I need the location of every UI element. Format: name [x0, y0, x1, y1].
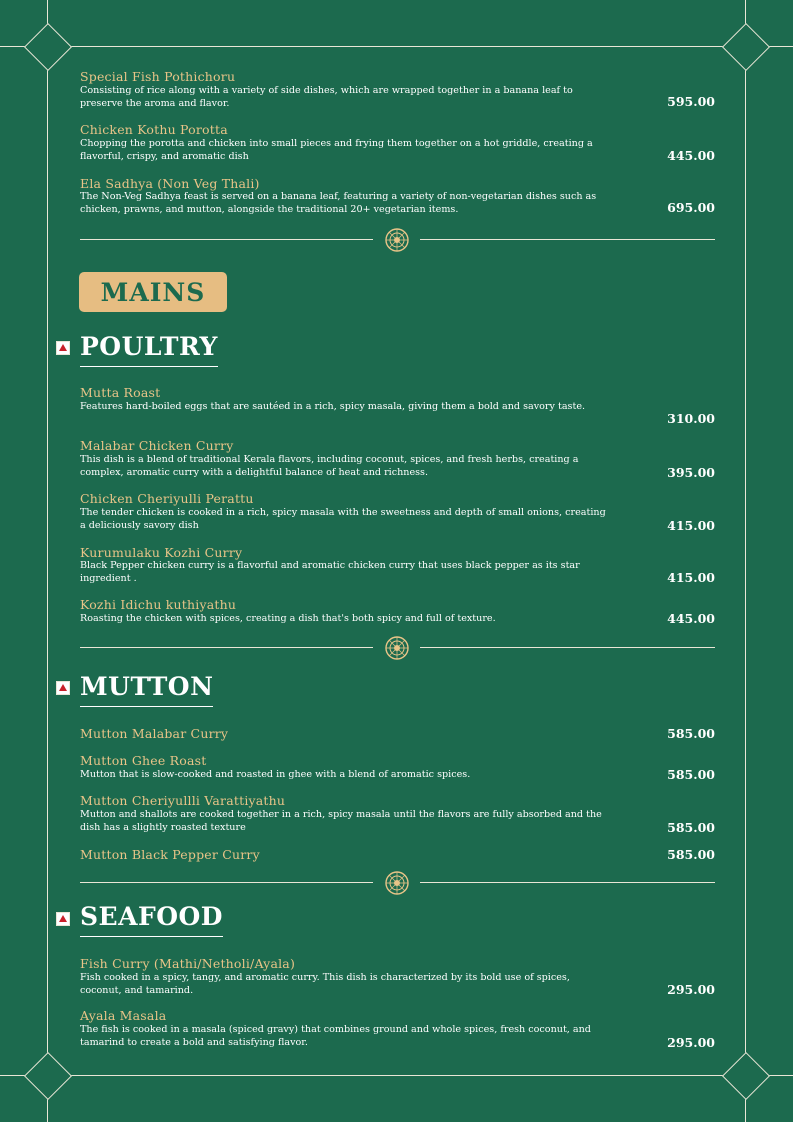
- item-price: 395.00: [667, 465, 715, 480]
- corner-ornament-bottom-left: [24, 1052, 72, 1100]
- non-veg-icon: [56, 681, 70, 695]
- item-desc: The fish is cooked in a masala (spiced gravy) that combines ground and whole spices, fresh coconut, and tamarind to create a bold and satisfying flavor.: [80, 1024, 591, 1048]
- mains-label: MAINS: [100, 277, 206, 307]
- item-name: Ayala Masala: [80, 1008, 167, 1023]
- frame-line-left: [47, 0, 48, 1122]
- frame-line-bottom: [0, 1075, 793, 1076]
- item-name: Mutton Ghee Roast: [80, 753, 207, 768]
- frame-line-right: [745, 0, 746, 1122]
- item-name: Mutta Roast: [80, 385, 161, 400]
- item-name: Ela Sadhya (Non Veg Thali): [80, 176, 260, 191]
- item-price: 295.00: [667, 1035, 715, 1050]
- section-title-mutton: MUTTON: [80, 672, 213, 707]
- item-price: 585.00: [667, 726, 715, 741]
- corner-ornament-top-left: [24, 23, 72, 71]
- section-title-seafood: SEAFOOD: [80, 902, 223, 937]
- item-desc: Chopping the porotta and chicken into small pieces and frying them together on a hot griddle, creating a flavorful, crispy, and aromatic dish: [80, 138, 593, 162]
- section-divider: [80, 227, 715, 253]
- item-desc: The tender chicken is cooked in a rich, spicy masala with the sweetness and depth of small onions, creating a deliciously savory dish: [80, 507, 606, 531]
- item-name: Kurumulaku Kozhi Curry: [80, 545, 243, 560]
- item-price: 295.00: [667, 982, 715, 997]
- item-desc: This dish is a blend of traditional Kerala flavors, including coconut, spices, and fresh herbs, creating a complex, aromatic curry with a delightful balance of heat and richness.: [80, 454, 579, 478]
- item-name: Special Fish Pothichoru: [80, 69, 236, 84]
- item-name: Mutton Malabar Curry: [80, 726, 229, 741]
- mandala-icon: [383, 870, 411, 896]
- mandala-icon: [383, 635, 411, 661]
- item-name: Mutton Cheriyullli Varattiyathu: [80, 793, 286, 808]
- mandala-icon: [383, 227, 411, 253]
- item-desc: Mutton and shallots are cooked together in a rich, spicy masala until the flavors are fully absorbed and the dish has a slightly roasted texture: [80, 809, 602, 833]
- item-price: 445.00: [667, 611, 715, 626]
- item-name: Fish Curry (Mathi/Netholi/Ayala): [80, 956, 296, 971]
- item-price: 310.00: [667, 411, 715, 426]
- corner-ornament-bottom-right: [722, 1052, 770, 1100]
- mains-tag: [79, 272, 227, 312]
- item-name: Malabar Chicken Curry: [80, 438, 234, 453]
- item-price: 585.00: [667, 820, 715, 835]
- item-price: 595.00: [667, 94, 715, 109]
- item-price: 585.00: [667, 847, 715, 862]
- item-name: Mutton Black Pepper Curry: [80, 847, 260, 862]
- section-divider: [80, 635, 715, 661]
- item-desc: Features hard-boiled eggs that are sautéed in a rich, spicy masala, giving them a bold and savory taste.: [80, 401, 586, 412]
- non-veg-icon: [56, 912, 70, 926]
- item-desc: Black Pepper chicken curry is a flavorful and aromatic chicken curry that uses black pepper as its star ingredient .: [80, 560, 580, 584]
- item-desc: Fish cooked in a spicy, tangy, and aromatic curry. This dish is characterized by its bold use of spices, coconut, and tamarind.: [80, 972, 570, 996]
- item-price: 415.00: [667, 570, 715, 585]
- item-desc: Roasting the chicken with spices, creating a dish that's both spicy and full of texture.: [80, 613, 496, 624]
- section-divider: [80, 870, 715, 896]
- item-desc: Consisting of rice along with a variety of side dishes, which are wrapped together in a banana leaf to preserve the aroma and flavor.: [80, 85, 573, 109]
- section-title-poultry: POULTRY: [80, 332, 218, 367]
- item-price: 415.00: [667, 518, 715, 533]
- item-name: Chicken Kothu Porotta: [80, 122, 228, 137]
- corner-ornament-top-right: [722, 23, 770, 71]
- item-name: Chicken Cheriyulli Perattu: [80, 491, 254, 506]
- item-desc: Mutton that is slow-cooked and roasted in ghee with a blend of aromatic spices.: [80, 769, 471, 780]
- item-price: 445.00: [667, 148, 715, 163]
- item-desc: The Non-Veg Sadhya feast is served on a banana leaf, featuring a variety of non-vegetarian dishes such as chicken, prawns, and mutton, alongside the traditional 20+ vegetarian items.: [80, 191, 597, 215]
- item-name: Kozhi Idichu kuthiyathu: [80, 597, 237, 612]
- item-price: 695.00: [667, 200, 715, 215]
- frame-line-top: [0, 46, 793, 47]
- item-price: 585.00: [667, 767, 715, 782]
- non-veg-icon: [56, 341, 70, 355]
